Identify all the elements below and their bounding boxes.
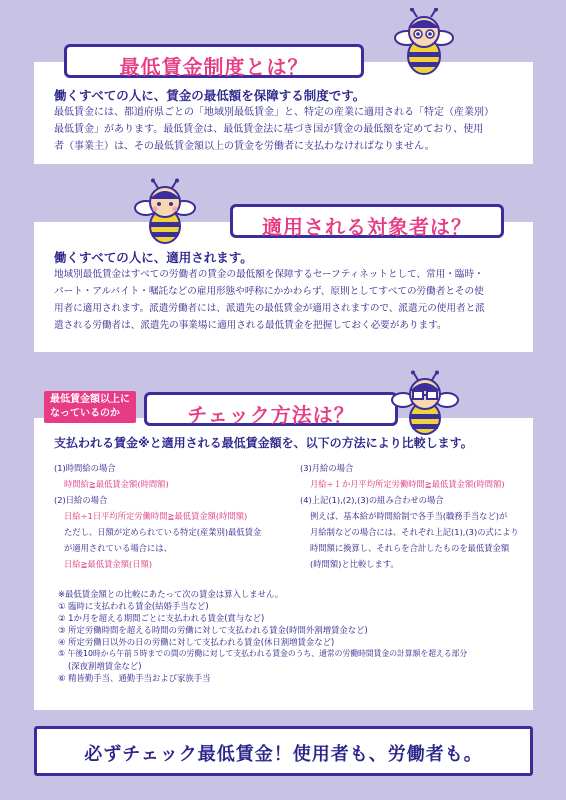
- note-line: ① 臨時に支払われる賃金(結婚手当など): [58, 601, 209, 611]
- check-right-line: (3)月給の場合: [300, 463, 354, 473]
- section1-lead: 働くすべての人に、賃金の最低額を保障する制度です。: [54, 88, 366, 103]
- section1-title-box: [64, 44, 364, 78]
- section1-text: 最低賃金には、都道府県ごとの「地域別最低賃金」と、特定の産業に適用される「特定（産業別） 最低賃金」があります。最低賃金は、最低賃金法に基づき国が賃金の最低額を定めており、使用 者（事業主）は、その最低賃金額以上の賃金を労働者に支払わなければなりません。: [54, 107, 494, 152]
- check-left-line: 日給÷1日平均所定労働時間≧最低賃金額(時間額): [64, 511, 248, 521]
- section3-badge: 最低賃金額以上に なっているのか: [44, 391, 136, 423]
- section3-title: チェック方法は？: [187, 403, 355, 427]
- section2-lead: 働くすべての人に、適用されます。: [54, 250, 253, 265]
- note-line: ④ 所定労働日以外の日の労働に対して支払われる賃金(休日割増賃金など): [58, 637, 335, 647]
- note-line: ② 1か月を超える期間ごとに支払われる賃金(賞与など): [58, 613, 265, 623]
- check-right-line: (4)上記(1),(2),(3)の組み合わせの場合: [300, 495, 444, 505]
- check-left-line: が適用されている場合には、: [64, 543, 172, 553]
- section1-title: 最低賃金制度とは？: [119, 55, 309, 79]
- note-line: ⑤ 午後10時から午前５時までの間の労働に対して支払われる賃金のうち、通常の労働時間賃金の計算額を超える部分: [58, 649, 468, 658]
- footer-slogan-box: [34, 726, 533, 776]
- check-right-line: 例えば、基本給が時間給制で各手当(職務手当など)が: [310, 511, 508, 521]
- section2-title: 適用される対象者は？: [262, 215, 472, 239]
- check-left-line: 時間給≧最低賃金額(時間額): [64, 479, 169, 489]
- section-what-is: [34, 44, 533, 164]
- check-right-line: 月給制などの場合には、それぞれ上記(1),(3)の式により: [310, 527, 519, 537]
- section3-lead: 支払われる賃金※と適用される最低賃金額を、以下の方法により比較します。: [54, 436, 473, 450]
- section2-title-box: [230, 204, 504, 238]
- check-right-line: 月給÷１か月平均所定労働時間≧最低賃金額(時間額): [310, 479, 505, 489]
- footer-slogan: 必ずチェック最低賃金！使用者も、労働者も。: [84, 744, 483, 765]
- section2-text: 地域別最低賃金はすべての労働者の賃金の最低額を保障するセーフティネットとして、常用・臨時・ パート・アルバイト・嘱託などの雇用形態や呼称にかかわらず、原則としてすべての労働者とその使 用者に適用されます。派遣労働者には、派遣先の最低賃金が適用されますので、派遣元の使用者と派 遣される労働者は、派遣先の事業場に適用される最低賃金を把握しておく必要があります。: [54, 269, 485, 331]
- note-line: ③ 所定労働時間を超える時間の労働に対して支払われる賃金(時間外割増賃金など): [58, 625, 368, 635]
- note-line: ※最低賃金額との比較にあたって次の賃金は算入しません。: [58, 589, 284, 599]
- check-right-line: (時間額)と比較します。: [310, 559, 399, 569]
- bee-icon: [134, 178, 196, 248]
- bee-glasses-icon: [391, 370, 459, 438]
- note-line: ⑥ 精皆勤手当、通勤手当および家族手当: [58, 673, 211, 683]
- note-line: (深夜割増賃金など): [68, 661, 142, 671]
- bee-icon: [393, 8, 455, 80]
- check-left-line: ただし、日額が定められている特定(産業別)最低賃金: [64, 527, 262, 537]
- section-who-applies: [34, 200, 533, 352]
- check-left-line: 日給≧最低賃金額(日額): [64, 559, 153, 569]
- check-right-line: 時間額に換算し、それらを合計したものを最低賃金額: [310, 543, 510, 553]
- check-left-line: (2)日給の場合: [54, 495, 108, 505]
- section-check-method: [34, 392, 533, 710]
- check-left-line: (1)時間給の場合: [54, 463, 116, 473]
